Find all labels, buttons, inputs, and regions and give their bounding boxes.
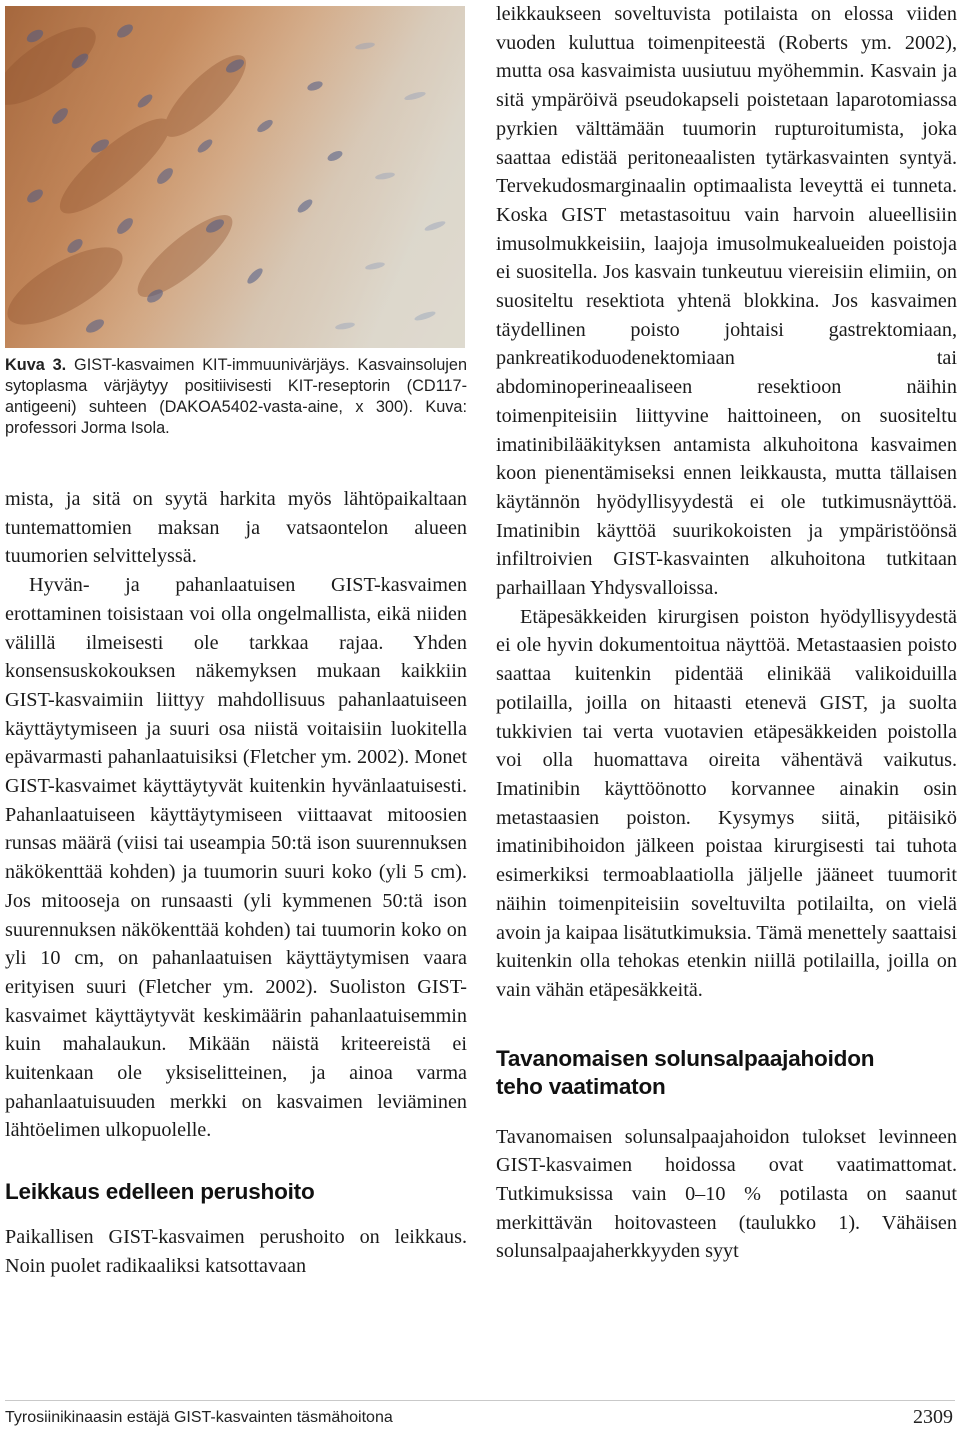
figure-label: Kuva 3. [5,356,67,374]
section-heading-chemotherapy [496,1045,957,1101]
right-paragraph-1: leikkaukseen soveltuvista potilaista on elossa viiden vuoden kuluttua toimenpiteestä (Roberts ym. 2002), mutta osa kasvaimista uusiutuu myöhemmin. Kasvain ja sitä ympäröivä pseudokapseli poistetaan laparotomiassa pyrkien välttämään tuumorin rupturoitumista, joka saattaa edistää peritoneaalisten tytärkasvainten syntyä. Tervekudosmarginaalin optimaalista leveyttä ei tunneta. Koska GIST metastasoituu vain harvoin alueellisiin imusolmukkeisiin, laajoja imusolmukealueiden poistoja ei suositella. Jos kasvain tunkeutuu viereisiin elimiin, on suositeltu resektiota yhtenä blokkina. Jos kasvaimen täydellinen poisto johtaisi gastrektomiaan, pankreatikoduodenektomiaan tai abdominoperineaaliseen resektioon näihin toimenpiteisiin liittyvine haittoineen, on suositeltu imatinibilääkityksen antamista alkuhoitona kasvaimen koon pienentämiseksi ennen leikkausta, mutta tällaisen käytännön hyödyllisyydestä ei ole tutkimusnäyttöä. Imatinibin käyttöä suurikokoisten ja ympäristöönsä infiltroivien GIST-kasvainten alkuhoitona tutkitaan parhaillaan Yhdysvalloissa. [496,3,957,600]
figure-caption-text: GIST-kasvaimen KIT-immuunivärjäys. Kasvainsolujen sytoplasma värjäytyy positiivisesti KIT-reseptorin (CD117-antigeeni) suhteen (DAKOA5402-vasta-aine, x 300). Kuva: professori Jorma Isola. [5,356,468,437]
left-paragraph-1: mista, ja sitä on syytä harkita myös lähtöpaikaltaan tuntemattomien maksan ja vatsaontelon alueen tuumorien selvittelyssä. [5,488,467,568]
section-heading-surgery: Leikkaus edelleen perushoito [5,1179,315,1205]
page-number: 2309 [913,1406,953,1428]
right-paragraph-3: Tavanomaisen solunsalpaajahoidon tulokset levinneen GIST-kasvaimen hoidossa ovat vaatimattomat. Tutkimuksissa vain 0–10 % potilasta on saanut merkittävän hoitovasteen (taulukko 1). Vähäisen solunsalpaajaherkkyyden syyt [496,1125,957,1263]
page-footer [5,1400,955,1431]
left-column [5,0,467,1281]
heading-line-1: Tavanomaisen solunsalpaajahoidon [496,1045,875,1071]
left-paragraph-3: Paikallisen GIST-kasvaimen perushoito on leikkaus. Noin puolet radikaaliksi katsottavaan [5,1226,467,1277]
micrograph-art [5,6,465,348]
micrograph-image [5,6,465,348]
running-title: Tyrosiinikinaasin estäjä GIST-kasvainten täsmähoitona [5,1409,393,1426]
right-paragraph-2: Etäpesäkkeiden kirurgisen poiston hyödyllisyydestä ei ole hyvin dokumentoitua näyttöä. Metastaasien poisto saattaa kuitenkin pidentää elinikää valikoiduilla potilailla, joilla on hitaasti etenevä GIST, ja suolta tukkivien tai verta vuotavien etäpesäkkeiden poistolla voi olla huomattava oireita vähentävä vaikutus. Imatinibin käyttöönotto korvannee ainakin osin metastaasien poiston. Kysymys siitä, pitäisikö imatinibihoidon jälkeen poistaa kirurgisesti tai tuhota esimerkiksi termoablaatiolla jäljelle jääneet tuumorit näihin toimenpiteisiin soveltuvilta potilailta, on vielä avoin ja kaipaa lisätutkimuksia. Tämä menettely saattaisi kuitenkin olla tehokas etenkin niillä potilailla, joilla on vain vähän etäpesäkkeitä. [496,605,958,1001]
figure-caption [5,355,467,439]
right-column [496,0,957,1266]
left-paragraph-2: Hyvän- ja pahanlaatuisen GIST-kasvaimen erottaminen toisistaan voi olla ongelmallista, eikä niiden välillä ilmeisesti ole tarkkaa rajaa. Yhden konsensuskokouksen näkemyksen mukaan kaikkiin GIST-kasvaimiin liittyy mahdollisuus pahanlaatuiseen käyttäytymiseen ja suuri osa niistä voitaisiin luokitella epävarmasti pahanlaatuisiksi (Fletcher ym. 2002). Monet GIST-kasvaimet käyttäytyvät kuitenkin hyvänlaatuisesti. Pahanlaatuiseen käyttäytymiseen viittaavat mitoosien runsas määrä (viisi tai useampia 50:tä ison suurennuksen näkökenttää kohden) ja tuumorin suuri koko (yli 5 cm). Jos mitooseja on runsaasti (yli kymmenen 50:tä ison suurennuksen näkökenttää kohden) tai tuumorin koko on yli 10 cm, on pahanlaatuisen käyttäytymisen vaara erityisen suuri (Fletcher ym. 2002). Suoliston GIST-kasvaimet käyttäytyvät keskimäärin pahanlaatuisemmin kuin mahalaukun. Mikään näistä kriteereistä ei kuitenkaan ole yksiselitteinen, ja ainoa varma pahanlaatuisuuden merkki on kasvaimen leviäminen lähtöelimen ulkopuolelle. [5,574,467,1142]
heading-line-2: teho vaatimaton [496,1073,666,1099]
